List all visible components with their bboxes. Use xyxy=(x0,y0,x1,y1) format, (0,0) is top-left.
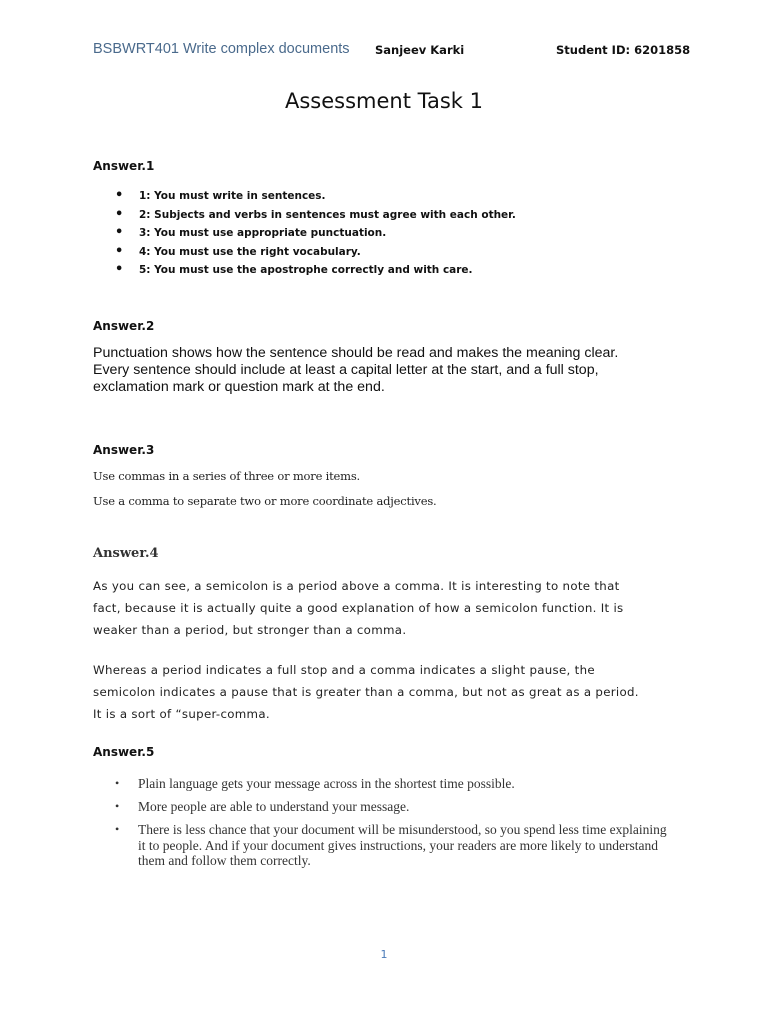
answer5-list xyxy=(93,776,673,876)
answer2-line: Every sentence should include at least a capital letter at the start, and a full stop, xyxy=(93,362,599,378)
list-item: • Plain language gets your message across in the shortest time possible. xyxy=(93,776,673,792)
answer3-heading: Answer.3 xyxy=(93,443,155,457)
answer4-line: semicolon indicates a pause that is greater than a comma, but not as great as a period. xyxy=(93,685,639,699)
list-item: • 5: You must use the apostrophe correctly and with care. xyxy=(93,262,516,281)
answer1-heading: Answer.1 xyxy=(93,159,155,173)
header-course: BSBWRT401 Write complex documents xyxy=(93,41,350,57)
list-item: • 4: You must use the right vocabulary. xyxy=(93,244,516,263)
answer4-line: weaker than a period, but stronger than a comma. xyxy=(93,623,407,637)
answer5-heading: Answer.5 xyxy=(93,745,155,759)
answer3-line: Use commas in a series of three or more items. xyxy=(93,469,360,483)
answer4-line: fact, because it is actually quite a good explanation of how a semicolon function. It is xyxy=(93,601,624,615)
answer2-heading: Answer.2 xyxy=(93,319,155,333)
list-item: • 3: You must use appropriate punctuation. xyxy=(93,225,516,244)
answer4-line: As you can see, a semicolon is a period above a comma. It is interesting to note that xyxy=(93,579,620,593)
header-student-name: Sanjeev Karki xyxy=(375,43,465,57)
answer2-paragraph xyxy=(93,345,653,396)
header-student-id: Student ID: 6201858 xyxy=(556,43,691,57)
answer4-paragraph-2 xyxy=(93,659,673,725)
answer2-line: Punctuation shows how the sentence should be read and makes the meaning clear. xyxy=(93,345,619,361)
answer1-list xyxy=(93,188,516,281)
page-number: 1 xyxy=(380,948,388,961)
list-item: • There is less chance that your document will be misunderstood, so you spend less time explaining it to people. And if your document gives instructions, your readers are more likely to understand them and follow them correctly. xyxy=(93,822,673,869)
list-item: • 1: You must write in sentences. xyxy=(93,188,516,207)
answer3-line: Use a comma to separate two or more coordinate adjectives. xyxy=(93,494,437,508)
answer4-line: Whereas a period indicates a full stop and a comma indicates a slight pause, the xyxy=(93,663,595,677)
list-item: • 2: Subjects and verbs in sentences must agree with each other. xyxy=(93,207,516,226)
answer4-heading: Answer.4 xyxy=(93,546,159,561)
answer4-paragraph-1 xyxy=(93,575,673,641)
answer2-line: exclamation mark or question mark at the end. xyxy=(93,379,385,395)
answer4-line: It is a sort of “super-comma. xyxy=(93,707,270,721)
page-title: Assessment Task 1 xyxy=(284,89,483,113)
list-item: • More people are able to understand your message. xyxy=(93,799,673,815)
